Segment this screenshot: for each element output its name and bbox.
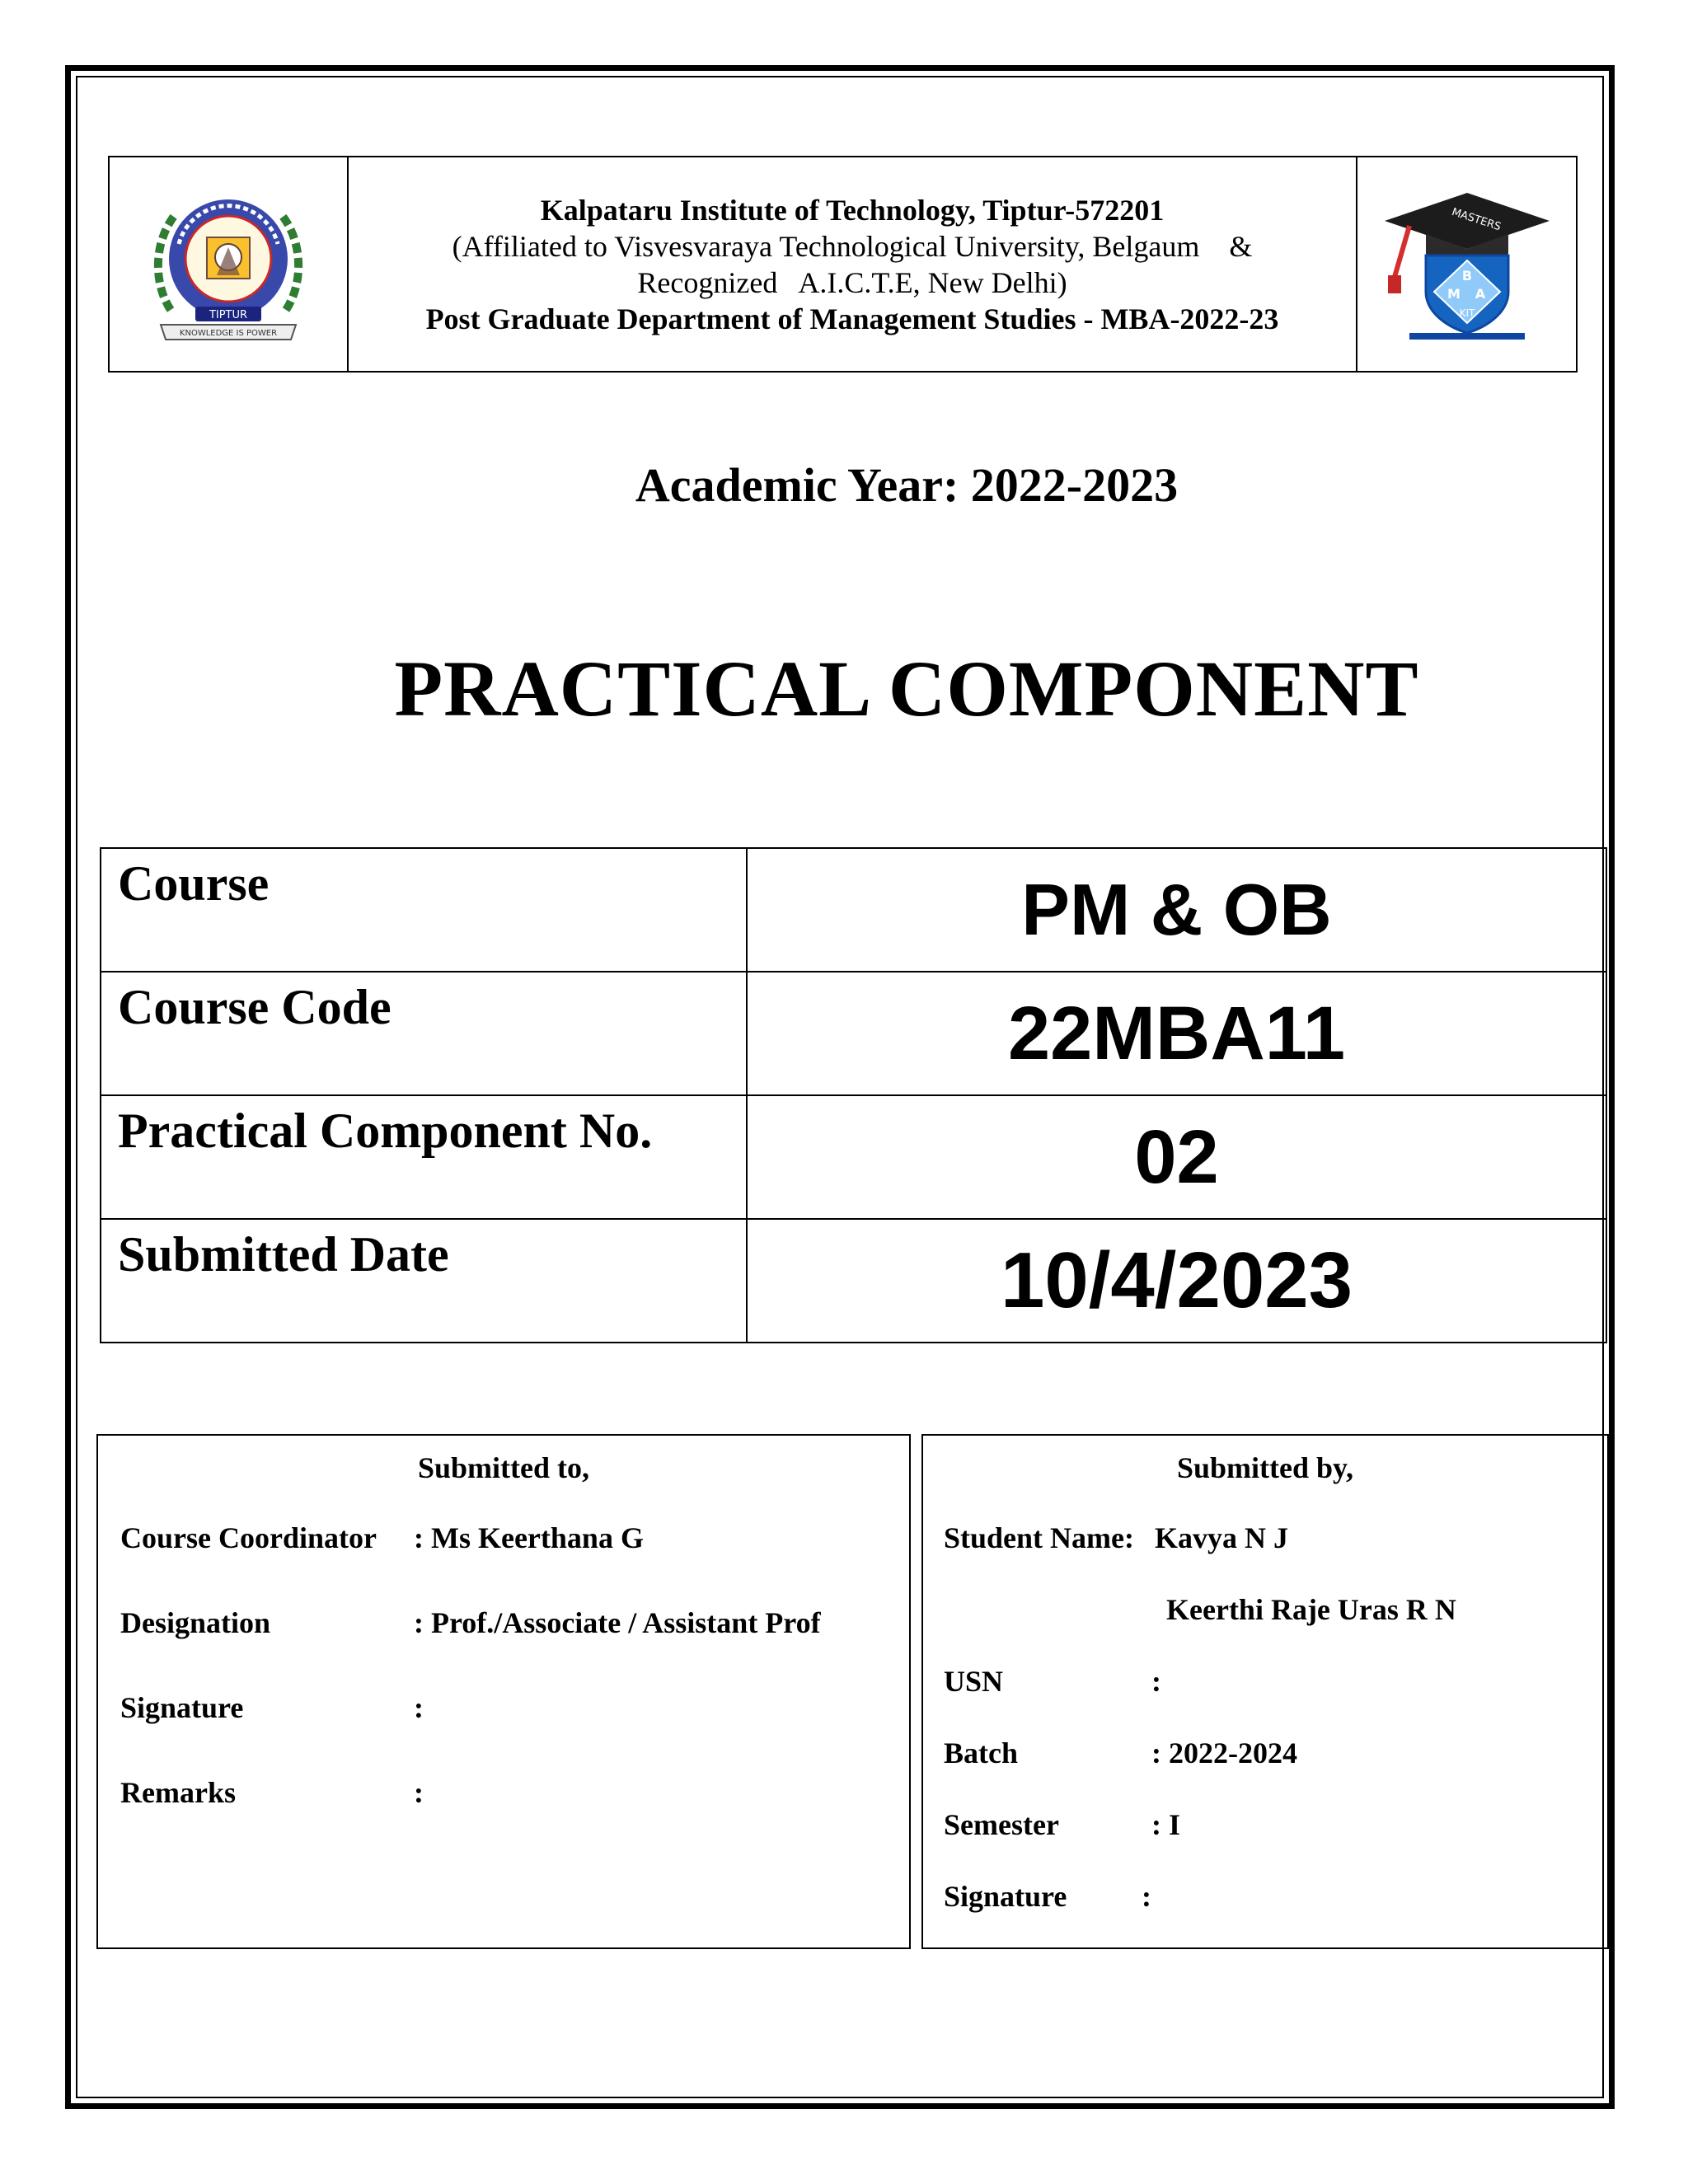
student-name-2: Keerthi Raje Uras R N <box>1166 1593 1456 1626</box>
course-code-label: Course Code <box>101 972 747 1095</box>
usn-value: : <box>1151 1665 1161 1698</box>
shield-letter-b: B <box>1461 267 1472 284</box>
semester-label: Semester <box>944 1808 1059 1841</box>
course-value: PM & OB <box>747 848 1606 972</box>
component-no-label: Practical Component No. <box>101 1095 747 1219</box>
shield-letter-a: A <box>1475 285 1485 302</box>
cap-text: MASTERS <box>1449 205 1503 233</box>
designation-value: : Prof./Associate / Assistant Prof <box>414 1606 821 1639</box>
designation-label: Designation <box>120 1606 271 1639</box>
semester-value: : I <box>1151 1808 1180 1841</box>
submitted-date-label: Submitted Date <box>101 1219 747 1343</box>
mba-graduation-cap-icon <box>1376 186 1558 343</box>
course-label: Course <box>101 848 747 972</box>
submitted-to-heading: Submitted to, <box>417 1451 590 1484</box>
signature-value: : <box>414 1691 424 1724</box>
batch-label: Batch <box>944 1736 1018 1769</box>
signature-label: Signature <box>120 1691 244 1724</box>
remarks-value: : <box>414 1776 424 1809</box>
batch-value: : 2022-2024 <box>1151 1736 1297 1769</box>
seal-bottom-text: TIPTUR <box>209 308 248 321</box>
department-name: Post Graduate Department of Management Studies - MBA-2022-23 <box>425 302 1279 335</box>
affiliation-line-1: (Affiliated to Visvesvaraya Technological University, Belgaum & <box>452 229 1253 263</box>
coordinator-value: : Ms Keerthana G <box>414 1521 644 1554</box>
institute-header <box>108 156 1578 373</box>
shield-base-text: KIT <box>1459 307 1475 319</box>
remarks-label: Remarks <box>120 1776 236 1809</box>
table-row <box>101 1095 1606 1219</box>
submitted-date-value: 10/4/2023 <box>747 1219 1606 1343</box>
submitted-by-box <box>921 1434 1609 1949</box>
header-text <box>349 157 1356 371</box>
table-row <box>101 848 1606 972</box>
course-code-value: 22MBA11 <box>747 972 1606 1095</box>
component-no-value: 02 <box>747 1095 1606 1219</box>
student-name-1: Kavya N J <box>1155 1521 1288 1554</box>
student-signature-label: Signature <box>944 1880 1067 1913</box>
student-signature-value: : <box>1142 1880 1151 1913</box>
usn-label: USN <box>944 1665 1004 1698</box>
table-row <box>101 1219 1606 1343</box>
left-logo-cell <box>110 157 349 371</box>
institute-seal-icon <box>146 186 311 343</box>
course-details-table <box>100 847 1607 1343</box>
shield-letter-m: M <box>1447 285 1461 302</box>
table-row <box>101 972 1606 1095</box>
seal-ribbon-text: KNOWLEDGE IS POWER <box>179 328 278 338</box>
page-title: PRACTICAL COMPONENT <box>394 644 1419 733</box>
student-name-label: Student Name: <box>944 1521 1134 1554</box>
submitted-to-box <box>96 1434 911 1949</box>
institute-name: Kalpataru Institute of Technology, Tiptur-572201 <box>540 193 1165 227</box>
academic-year: Academic Year: 2022-2023 <box>635 458 1179 512</box>
coordinator-label: Course Coordinator <box>120 1521 377 1554</box>
affiliation-line-2: Recognized A.I.C.T.E, New Delhi) <box>637 265 1067 299</box>
submitted-by-heading: Submitted by, <box>1176 1451 1354 1484</box>
right-logo-cell <box>1356 157 1576 371</box>
